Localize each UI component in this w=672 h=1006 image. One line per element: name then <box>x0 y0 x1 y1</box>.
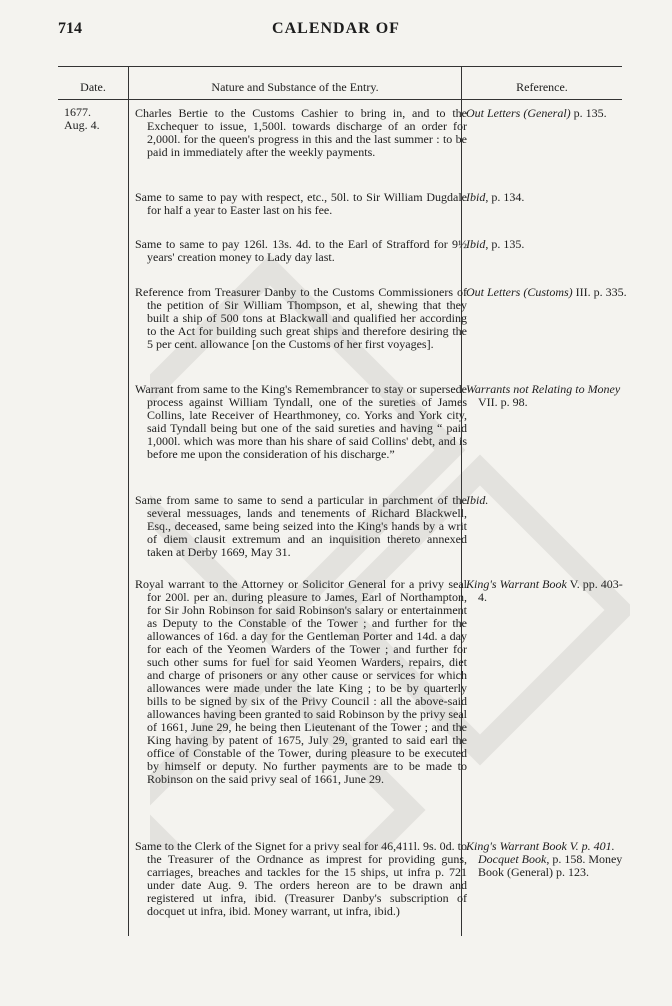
reference-source: Ibid <box>466 237 486 251</box>
entry-4: Reference from Treasurer Danby to the Customs Commissioners of the petition of Sir William Thompson, et al, shewing that they built a ship of 500 tons at Blackwall and qualified her according to the Act for building such great ships and therefore desiring the 5 per cent. allowance [on the Customs of her first voyages]. <box>135 285 467 351</box>
entry-5: Warrant from same to the King's Remembrancer to stay or supersede process against William Tyndall, one of the sureties of James Collins, late Receiver of Hearthmoney, co. Yorks and York city, said Tyndall being but one of the said sureties and having “ paid 1,000l. which was more than his share of said Collins' debt, and is before me upon the consideration of his discharge.” <box>135 382 467 461</box>
reference-7 <box>466 578 628 604</box>
reference-source: King's Warrant Book <box>466 577 567 591</box>
reference-source: Ibid <box>466 190 486 204</box>
date-day: Aug. 4. <box>64 118 100 132</box>
reference-1 <box>466 107 628 120</box>
date-block <box>64 106 100 132</box>
reference-source: Out Letters (Customs) <box>466 285 573 299</box>
column-header-nature: Nature and Substance of the Entry. <box>211 80 379 94</box>
reference-8 <box>466 840 628 879</box>
reference-source: Warrants not Relating to Money <box>466 382 621 396</box>
reference-source: Out Letters (General) <box>466 106 571 120</box>
reference-2 <box>466 191 628 204</box>
reference-5 <box>466 383 628 409</box>
entry-8: Same to the Clerk of the Signet for a privy seal for 46,411l. 9s. 0d. to the Treasurer of the Ordnance as imprest for providing guns, carriages, breaches and tackles for the 15 ships, ut infra p. 721 under date Aug. 9. The orders hereon are to be drawn and registered ut infra, ibid. (Treasurer Danby's subscription of docquet ut infra, ibid. Money warrant, ut infra, ibid.) <box>135 839 467 918</box>
entry-6: Same from same to same to send a particular in parchment of the several messuages, lands and tenements of Richard Blackwell, Esq., deceased, same being seized into the King's hands by a writ of diem clausit extremum and an inquisition thereto annexed taken at Derby 1669, May 31. <box>135 493 467 559</box>
column-header-date: Date. <box>80 80 106 94</box>
column-header-reference: Reference. <box>516 80 568 94</box>
reference-source: King's Warrant Book V. p. 401. Docquet Book <box>466 839 615 866</box>
reference-6 <box>466 494 628 507</box>
running-head: CALENDAR OF <box>272 20 400 37</box>
reference-page: , p. 135. <box>485 237 525 251</box>
page-number: 714 <box>58 20 82 37</box>
entry-2: Same to same to pay with respect, etc., 50l. to Sir William Dugdale for half a year to Easter last on his fee. <box>135 190 467 217</box>
reference-page: , p. 134. <box>485 190 525 204</box>
reference-3 <box>466 238 628 251</box>
entry-7: Royal warrant to the Attorney or Solicitor General for a privy seal for 200l. per an. during pleasure to James, Earl of Northampton, for Sir John Robinson for said Robinson's salary or entertainment as Deputy to the Constable of the Tower ; and further for the allowances of 16d. a day for the Gentleman Porter and 14d. a day for each of the Yeomen Warders of the Tower ; and further for such other sums for fuel for said Yeomen Warders, repairs, diet and charge of prisoners or any other cause or services for which allowances were made under the late King ; to be by quarterly bills to be signed by six of the Privy Council : all the above-said allowances having been granted to said Robinson by the privy seal of 1661, June 29, he being then Lieutenant of the Tower ; and the King having by patent of 1675, July 29, granted to said earl the office of Constable of the Tower, during pleasure to be executed by himself or deputy. No further payments are to be made to Robinson on the said privy seal of 1661, June 29. <box>135 577 467 786</box>
date-year: 1677. <box>64 105 91 119</box>
entry-3: Same to same to pay 126l. 13s. 4d. to the Earl of Strafford for 9½ years' creation money to Lady day last. <box>135 237 467 264</box>
reference-page: p. 135. <box>570 106 607 120</box>
entry-1: Charles Bertie to the Customs Cashier to bring in, and to the Exchequer to issue, 1,500l. towards discharge of an order for 2,000l. for the queen's progress in this and the last summer : to be paid in immediately after the weekly payments. <box>135 106 467 159</box>
reference-page: V. pp. 403-4. <box>478 577 623 604</box>
reference-page: III. p. 335. <box>572 285 627 299</box>
reference-4 <box>466 286 628 299</box>
header-rule-top <box>58 66 622 67</box>
reference-page: , p. 158. Money Book (General) p. 123. <box>478 852 623 879</box>
reference-source: Ibid. <box>466 493 489 507</box>
header-rule-bottom <box>58 99 622 100</box>
column-rule-date <box>128 66 129 936</box>
reference-page: VII. p. 98. <box>478 395 528 409</box>
